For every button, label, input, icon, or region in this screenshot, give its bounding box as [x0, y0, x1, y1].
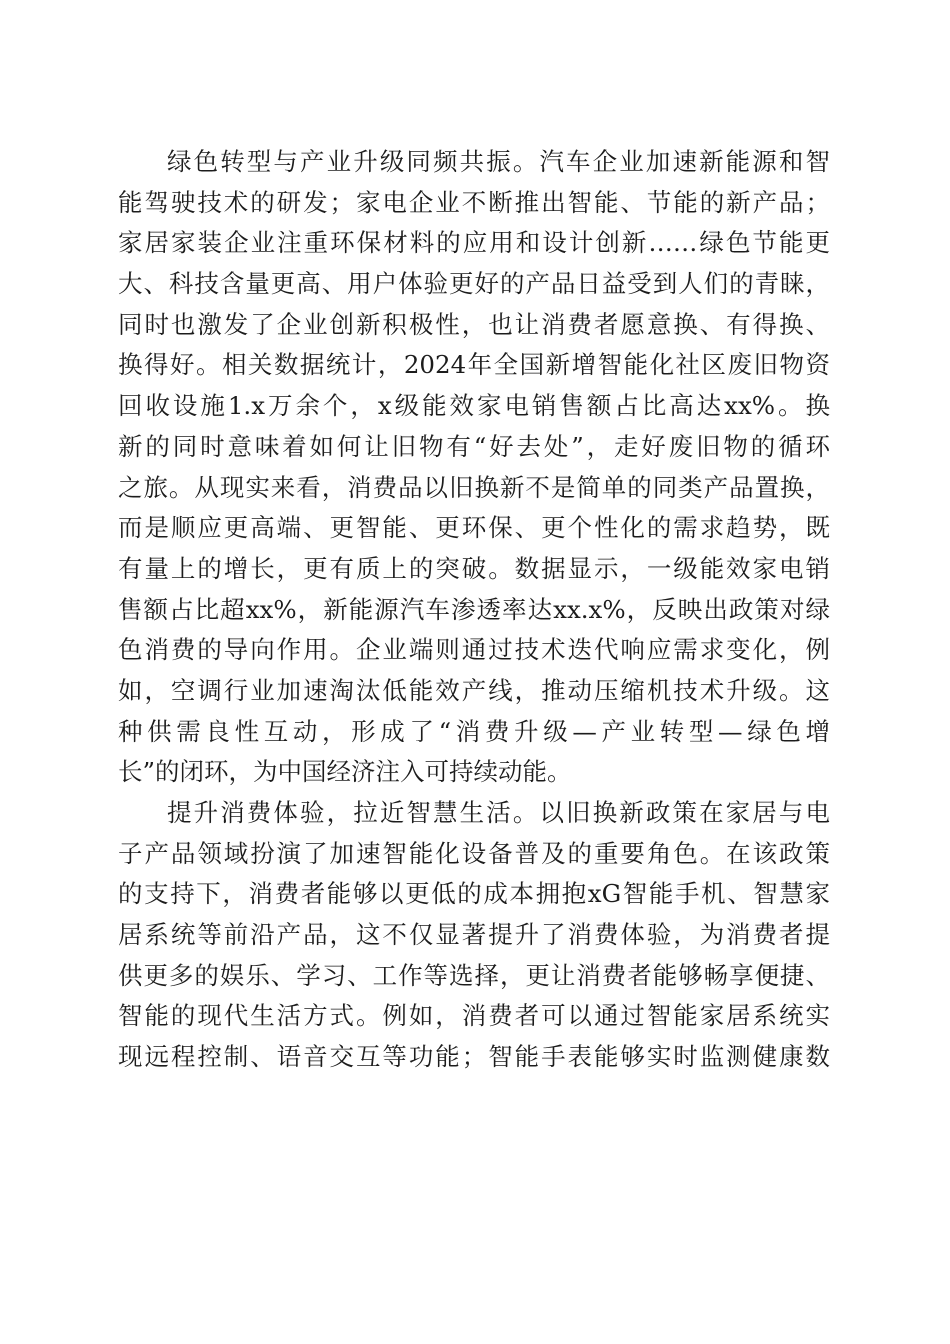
text-line: 现远程控制、语音交互等功能；智能手表能够实时监测健康数 — [118, 1042, 830, 1072]
text-line: 绿色转型与产业升级同频共振。汽车企业加速新能源和智 — [167, 147, 830, 176]
text-line: 回收设施1.x万余个，x级能效家电销售额占比高达xx%。换 — [118, 391, 830, 421]
text-line: 有量上的增长，更有质上的突破。数据显示，一级能效家电销 — [118, 553, 830, 583]
text-line: 售额占比超xx%，新能源汽车渗透率达xx.x%，反映出政策对绿 — [118, 594, 830, 624]
text-line: 同时也激发了企业创新积极性，也让消费者愿意换、有得换、 — [118, 309, 830, 339]
text-line: 供更多的娱乐、学习、工作等选择，更让消费者能够畅享便捷、 — [118, 960, 830, 990]
text-line: 能驾驶技术的研发；家电企业不断推出智能、节能的新产品； — [118, 187, 830, 217]
text-line: 子产品领域扮演了加速智能化设备普及的重要角色。在该政策 — [118, 838, 830, 868]
text-line: 智能的现代生活方式。例如，消费者可以通过智能家居系统实 — [118, 1001, 830, 1031]
paragraph-consumer-experience — [118, 793, 830, 1078]
text-line: 家居家装企业注重环保材料的应用和设计创新……绿色节能更 — [118, 228, 830, 258]
text-line: 种供需良性互动，形成了“消费升级—产业转型—绿色增 — [118, 716, 830, 746]
text-line: 而是顺应更高端、更智能、更环保、更个性化的需求趋势，既 — [118, 513, 830, 543]
paragraph-green-transformation — [118, 142, 830, 793]
text-line: 居系统等前沿产品，这不仅显著提升了消费体验，为消费者提 — [118, 920, 830, 950]
text-line: 换得好。相关数据统计，2024年全国新增智能化社区废旧物资 — [118, 350, 830, 380]
document-body — [118, 142, 830, 1078]
text-line: 的支持下，消费者能够以更低的成本拥抱xG智能手机、智慧家 — [118, 879, 830, 909]
text-line: 提升消费体验，拉近智慧生活。以旧换新政策在家居与电 — [167, 798, 830, 827]
text-line: 色消费的导向作用。企业端则通过技术迭代响应需求变化，例 — [118, 635, 830, 665]
text-line: 新的同时意味着如何让旧物有“好去处”，走好废旧物的循环 — [118, 431, 830, 461]
text-line: 之旅。从现实来看，消费品以旧换新不是简单的同类产品置换， — [118, 472, 830, 502]
text-line: 长”的闭环，为中国经济注入可持续动能。 — [118, 757, 572, 787]
text-line: 如，空调行业加速淘汰低能效产线，推动压缩机技术升级。这 — [118, 675, 830, 705]
text-line: 大、科技含量更高、用户体验更好的产品日益受到人们的青睐， — [118, 269, 830, 299]
